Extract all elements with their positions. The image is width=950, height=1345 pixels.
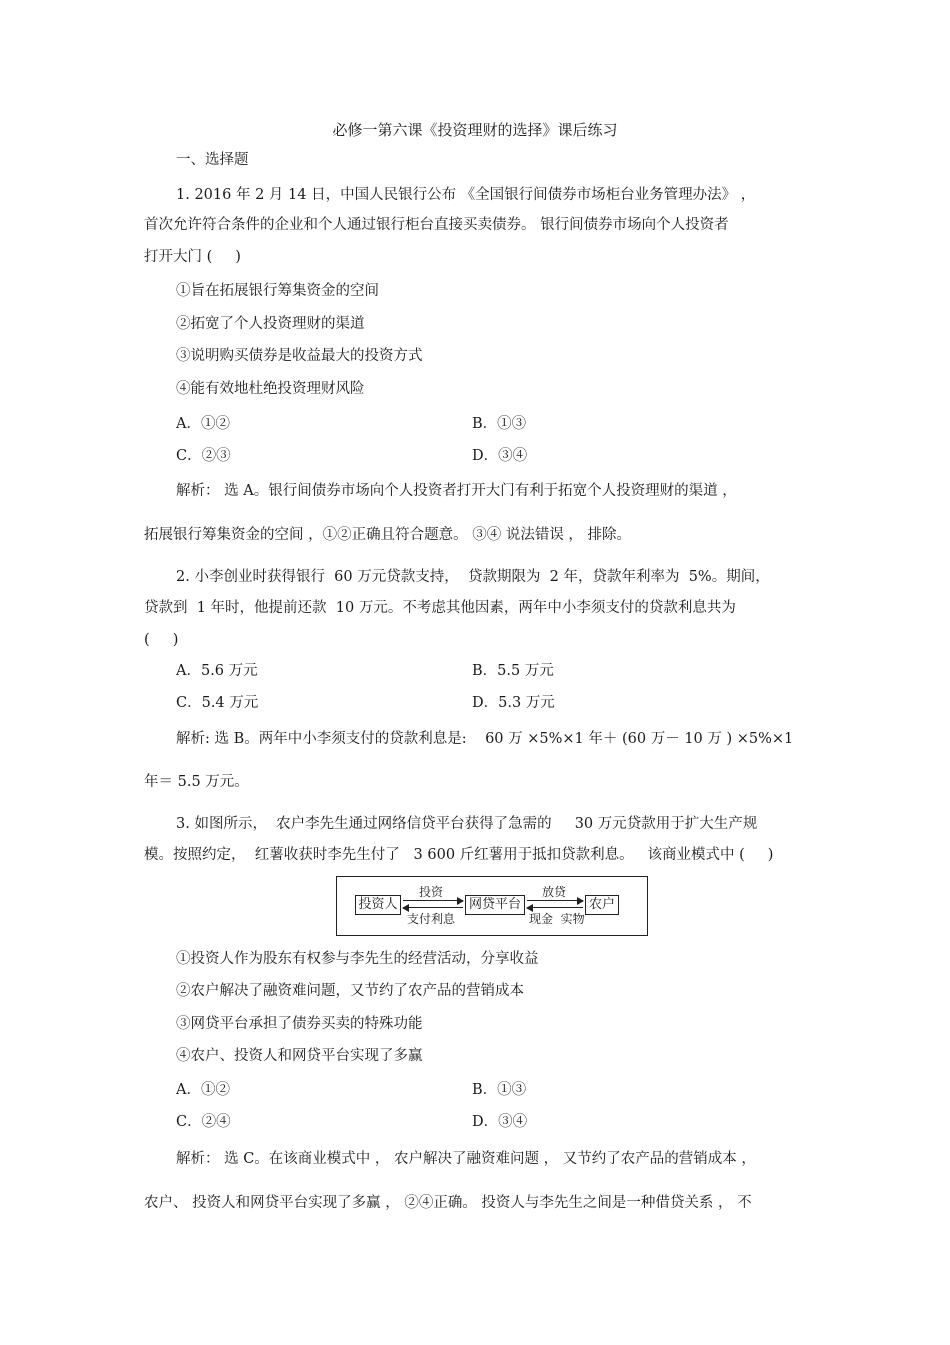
q3-item-3: ③网贷平台承担了债券买卖的特殊功能 xyxy=(176,1016,423,1032)
diagram-label-lend: 放贷 xyxy=(542,885,567,899)
page-title: 必修一第六课《投资理财的选择》课后练习 xyxy=(332,121,618,139)
q3-stem-line1: 3. 如图所示， 农户李先生通过网络信贷平台获得了急需的 30 万元贷款用于扩大生产规 xyxy=(176,816,758,832)
flow-diagram xyxy=(336,876,648,936)
arrow-left-icon xyxy=(527,907,583,908)
q1-option-b: B．①③ xyxy=(472,416,527,432)
q1-option-a: A．①② xyxy=(176,416,230,432)
q2-analysis-line2: 年＝ 5.5 万元。 xyxy=(144,774,249,790)
diagram-node-platform: 网贷平台 xyxy=(465,895,525,915)
q3-stem-line2: 模。按照约定， 红薯收获时李先生付了 3 600 斤红薯用于抵扣贷款利息。 该商业模式中 ( ) xyxy=(144,847,774,863)
q1-analysis-line1: 解析： 选 A。银行间债券市场向个人投资者打开大门有利于拓宽个人投资理财的渠道 ， xyxy=(176,483,737,499)
q3-item-1: ①投资人作为股东有权参与李先生的经营活动，分享收益 xyxy=(176,951,539,967)
q1-item-1: ①旨在拓展银行筹集资金的空间 xyxy=(176,283,379,299)
q3-option-c: C．②④ xyxy=(176,1114,231,1130)
diagram-node-investor: 投资人 xyxy=(355,895,401,915)
diagram-label-cash-goods: 现金 实物 xyxy=(529,912,585,926)
q2-stem-line2: 贷款到 1 年时，他提前还款 10 万元。不考虑其他因素，两年中小李须支付的贷款利息共为 xyxy=(144,600,736,616)
arrow-right-icon xyxy=(403,900,463,901)
q2-stem-line1: 2. 小李创业时获得银行 60 万元贷款支持， 贷款期限为 2 年，贷款年利率为 5%。期间， xyxy=(176,569,770,585)
q1-item-4: ④能有效地杜绝投资理财风险 xyxy=(176,381,365,397)
section-heading: 一、选择题 xyxy=(176,152,249,168)
q3-item-2: ②农户解决了融资难问题，又节约了农产品的营销成本 xyxy=(176,983,524,999)
q1-option-d: D．③④ xyxy=(472,448,528,464)
q1-item-3: ③说明购买债券是收益最大的投资方式 xyxy=(176,348,423,364)
q2-option-c: C．5.4 万元 xyxy=(176,695,259,711)
q2-option-d: D．5.3 万元 xyxy=(472,695,555,711)
q1-stem-line3: 打开大门 ( ) xyxy=(144,249,241,265)
q3-option-d: D．③④ xyxy=(472,1114,528,1130)
arrow-left-icon xyxy=(403,907,463,908)
q1-stem-line2: 首次允许符合条件的企业和个人通过银行柜台直接买卖债券。 银行间债券市场向个人投资者 xyxy=(144,217,729,233)
q2-analysis-line1: 解析: 选 B。两年中小李须支付的贷款利息是: 60 万 ×5%×1 年＋ (60 万－ 10 万 ) ×5%×1 xyxy=(176,731,794,747)
q3-option-a: A．①② xyxy=(176,1082,230,1098)
q2-option-b: B．5.5 万元 xyxy=(472,663,554,679)
q1-item-2: ②拓宽了个人投资理财的渠道 xyxy=(176,316,365,332)
q3-option-b: B．①③ xyxy=(472,1082,527,1098)
arrow-right-icon xyxy=(527,900,583,901)
q3-analysis-line2: 农户、 投资人和网贷平台实现了多赢 ， ②④正确。 投资人与李先生之间是一种借贷关系 ， 不 xyxy=(144,1195,752,1211)
q2-option-a: A．5.6 万元 xyxy=(176,663,258,679)
q3-analysis-line1: 解析： 选 C。在该商业模式中 ， 农户解决了融资难问题 ， 又节约了农产品的营销成本 ， xyxy=(176,1151,756,1167)
q2-stem-line3: ( ) xyxy=(144,632,179,648)
diagram-label-invest: 投资 xyxy=(419,885,444,899)
q1-option-c: C．②③ xyxy=(176,448,231,464)
q3-item-4: ④农户、投资人和网贷平台实现了多赢 xyxy=(176,1048,423,1064)
diagram-node-farmer: 农户 xyxy=(585,895,619,915)
q1-stem-line1: 1. 2016 年 2 月 14 日，中国人民银行公布 《全国银行间债券市场柜台业务管理办法》 ， xyxy=(176,187,756,203)
diagram-label-pay-interest: 支付利息 xyxy=(407,912,456,926)
q1-analysis-line2: 拓展银行筹集资金的空间 ，①②正确且符合题意。 ③④ 说法错误 ， 排除。 xyxy=(144,527,632,543)
